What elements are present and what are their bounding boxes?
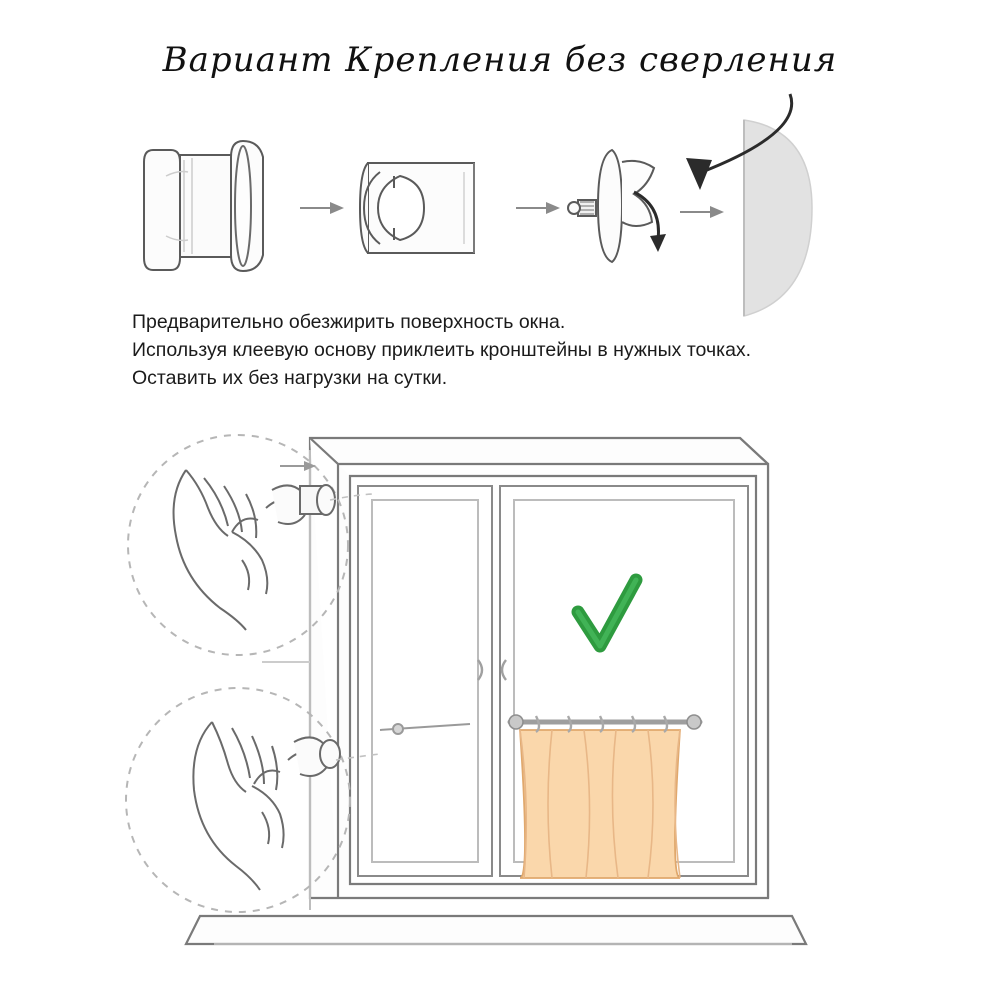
page-title: Вариант Крепления без сверления (162, 40, 838, 80)
step-bracket-assembled (144, 141, 263, 271)
arrow-right-1 (300, 202, 344, 214)
instruction-line-2: Используя клеевую основу приклеить кронштейны в нужных точках. (132, 339, 752, 361)
instruction-line-1: Предварительно обезжирить поверхность окна. (132, 311, 566, 333)
instruction-text-block (132, 308, 892, 392)
screw-icon (568, 200, 596, 216)
step-adhesive-base-screw (568, 150, 666, 262)
curtain-panel (520, 716, 680, 878)
instruction-line-3: Оставить их без нагрузки на сутки. (132, 367, 448, 389)
arrow-right-3 (680, 206, 724, 218)
bottom-diagram-group (126, 435, 806, 944)
arrow-right-2 (516, 202, 560, 214)
top-diagram-group (144, 94, 812, 316)
window-sash-left (358, 486, 492, 876)
zoom-circle-bottom (126, 688, 350, 912)
step-bracket-open-clip (360, 163, 474, 253)
step-glass-surface (744, 120, 812, 316)
zoom-circle-top (128, 435, 348, 655)
